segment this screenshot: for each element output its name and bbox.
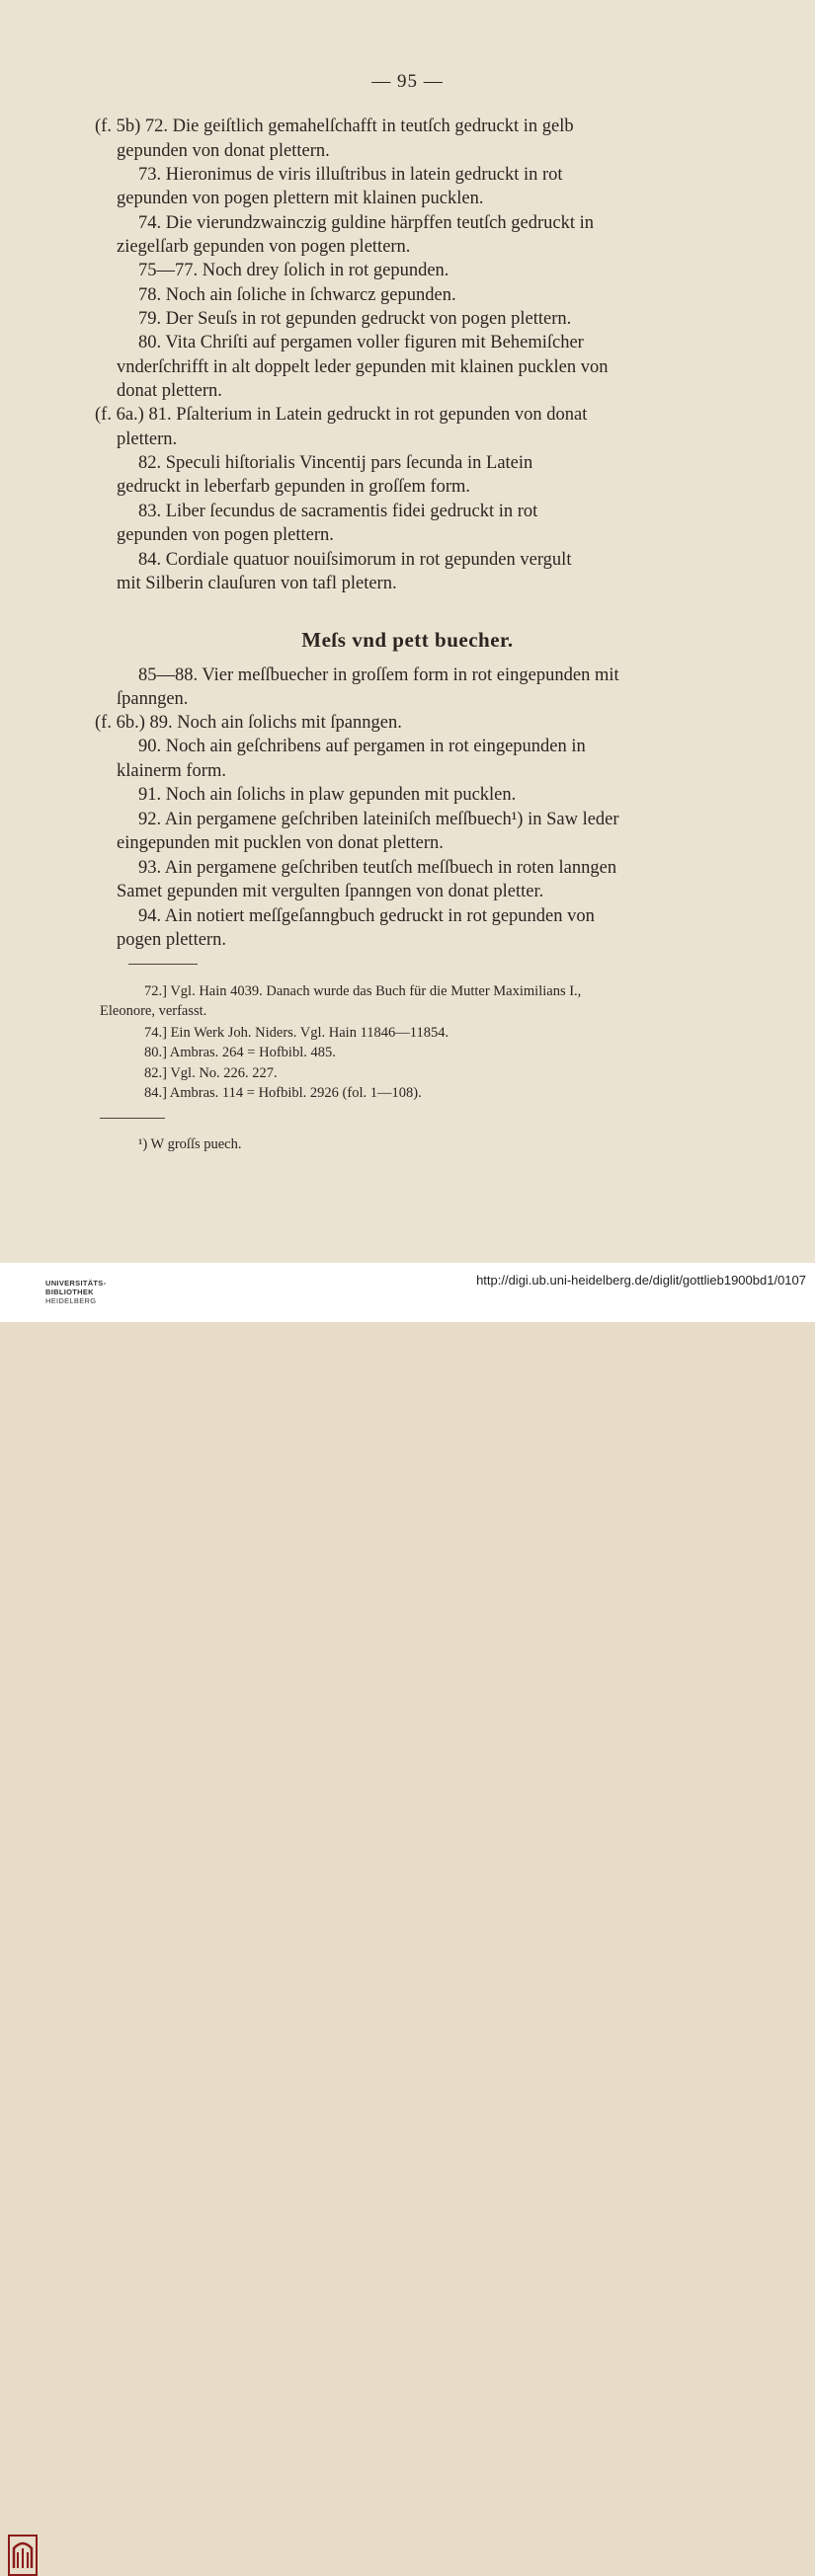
university-library-logo-icon	[8, 2535, 38, 2576]
text-line: 90. Noch ain geſchribens auf pergamen in rot eingepunden in	[138, 737, 586, 756]
text-line: gepunden von donat plettern.	[117, 141, 330, 161]
text-line: gedruckt in leberfarb gepunden in groſſem form.	[117, 477, 471, 497]
text-line: plettern.	[117, 429, 178, 449]
text-line: gepunden von pogen plettern.	[117, 525, 334, 545]
text-line: 84. Cordiale quatuor nouiſsimorum in rot gepunden vergult	[138, 550, 572, 570]
footnote: 82.] Vgl. No. 226. 227.	[144, 1065, 278, 1081]
text-line: vnderſchrifft in alt doppelt leder gepunden mit klainen pucklen von	[117, 357, 609, 377]
text-line: gepunden von pogen plettern mit klainen pucklen.	[117, 189, 484, 208]
footnote: 74.] Ein Werk Joh. Niders. Vgl. Hain 11846—11854.	[144, 1025, 449, 1041]
text-line: 78. Noch ain ſoliche in ſchwarcz gepunden.	[138, 285, 456, 305]
text-line: 79. Der Seuſs in rot gepunden gedruckt von pogen plettern.	[138, 309, 572, 329]
text-line: 75—77. Noch drey ſolich in rot gepunden.	[138, 261, 449, 280]
permalink-url[interactable]: http://digi.ub.uni-heidelberg.de/diglit/gottlieb1900bd1/0107	[476, 1273, 806, 1288]
text-line: 85—88. Vier meſſbuecher in groſſem form in rot eingepunden mit	[138, 665, 619, 685]
section-heading: Meſs vnd pett buecher.	[301, 628, 514, 652]
text-line: 82. Speculi hiſtorialis Vincentij pars ſecunda in Latein	[138, 453, 533, 473]
text-line: Samet gepunden mit vergulten ſpanngen von donat pletter.	[117, 882, 544, 901]
text-line: ziegelſarb gepunden von pogen plettern.	[117, 237, 411, 257]
footnote: 84.] Ambras. 114 = Hofbibl. 2926 (fol. 1—108).	[144, 1085, 422, 1101]
viewer-footer	[0, 1263, 815, 1322]
scanned-page	[0, 0, 815, 1263]
text-line: pogen plettern.	[117, 930, 226, 950]
footnote: Eleonore, verfasst.	[100, 1003, 207, 1019]
logo-line: UNIVERSITÄTS-	[45, 1279, 107, 1288]
text-line: klainerm form.	[117, 761, 226, 781]
text-line: (f. 5b) 72. Die geiſtlich gemahelſchafft in teutſch gedruckt in gelb	[95, 117, 574, 136]
text-line: 80. Vita Chriſti auf pergamen voller figuren mit Behemiſcher	[138, 333, 584, 352]
logo-line: BIBLIOTHEK	[45, 1288, 94, 1296]
text-line: 74. Die vierundzwainczig guldine härpffen teutſch gedruckt in	[138, 213, 594, 233]
text-line: ſpanngen.	[117, 689, 189, 709]
text-line: (f. 6a.) 81. Pſalterium in Latein gedruckt in rot gepunden von donat	[95, 405, 588, 425]
sub-footnote-divider	[100, 1118, 165, 1119]
text-line: 92. Ain pergamene geſchriben lateiniſch meſſbuech¹) in Saw leder	[138, 810, 619, 829]
text-line: 83. Liber ſecundus de sacramentis fidei gedruckt in rot	[138, 502, 538, 521]
footnote: 80.] Ambras. 264 = Hofbibl. 485.	[144, 1045, 336, 1060]
sub-footnote: ¹) W groſſs puech.	[138, 1136, 242, 1152]
page-number: — 95 —	[371, 71, 444, 92]
text-line: mit Silberin clauſuren von tafl pletern.	[117, 574, 397, 593]
text-line: 93. Ain pergamene geſchriben teutſch meſſbuech in roten lanngen	[138, 858, 617, 878]
text-line: (f. 6b.) 89. Noch ain ſolichs mit ſpanngen.	[95, 713, 402, 733]
text-line: 91. Noch ain ſolichs in plaw gepunden mit pucklen.	[138, 785, 517, 805]
footnote: 72.] Vgl. Hain 4039. Danach wurde das Buch für die Mutter Maximilians I.,	[144, 983, 582, 999]
text-line: 73. Hieronimus de viris illuſtribus in latein gedruckt in rot	[138, 165, 563, 185]
text-line: eingepunden mit pucklen von donat plettern.	[117, 833, 444, 853]
text-line: 94. Ain notiert meſſgeſanngbuch gedruckt in rot gepunden von	[138, 906, 595, 926]
text-line: donat plettern.	[117, 381, 222, 401]
logo-line: HEIDELBERG	[45, 1296, 97, 1305]
footnote-divider	[128, 964, 198, 965]
